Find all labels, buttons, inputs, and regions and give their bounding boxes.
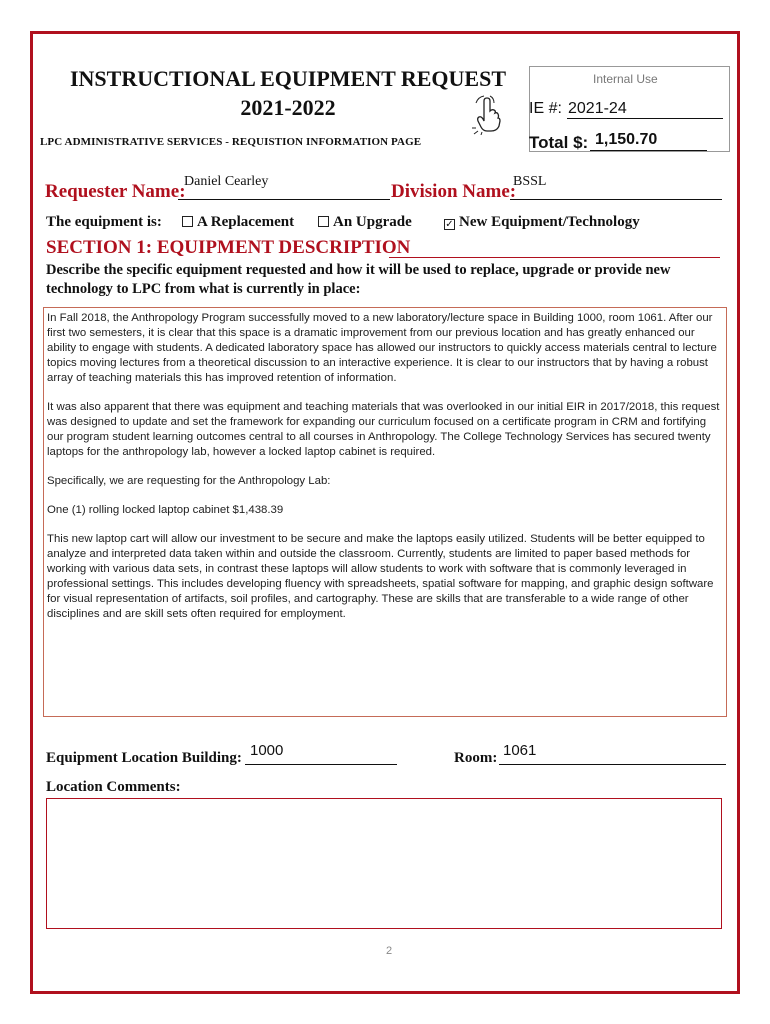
option-new-equipment[interactable]: [444, 214, 640, 231]
total-value[interactable]: 1,150.70: [595, 131, 658, 148]
requester-name-label: Requester Name:: [45, 181, 186, 202]
section1-prompt-line2: technology to LPC from what is currently in place:: [46, 281, 361, 297]
requester-name-value[interactable]: Daniel Cearley: [184, 174, 269, 189]
division-name-value[interactable]: BSSL: [513, 174, 547, 189]
building-label: Equipment Location Building:: [46, 750, 242, 766]
ie-number-value[interactable]: 2021-24: [568, 100, 627, 117]
form-title-line2: 2021-2022: [240, 95, 336, 120]
hand-tap-icon: [470, 95, 512, 135]
section1-prompt: [46, 261, 726, 299]
equipment-is-label: The equipment is:: [46, 214, 162, 230]
option-replacement-label: A Replacement: [197, 214, 295, 230]
ie-number-label: IE #:: [529, 100, 562, 117]
room-value[interactable]: 1061: [503, 742, 537, 759]
form-title-line1: INSTRUCTIONAL EQUIPMENT REQUEST: [69, 66, 507, 91]
page-number: 2: [386, 945, 393, 957]
new-equipment-checkbox[interactable]: [444, 219, 455, 230]
form-title: [50, 64, 526, 122]
form-subtitle: LPC ADMINISTRATIVE SERVICES - REQUISTION INFORMATION PAGE: [40, 136, 422, 148]
section1-title: SECTION 1: EQUIPMENT DESCRIPTION: [46, 237, 411, 258]
option-upgrade-label: An Upgrade: [333, 214, 412, 230]
description-paragraph: It was also apparent that there was equipment and teaching materials that was overlooked in our initial EIR in 2017/2018, this request was designed to update and set the framework for expanding our curriculum focused on a certificate program in CRM and fortifying our program student learning outcomes central to all courses in Anthropology. The College Technology Services has secured twenty laptops for the anthropology lab, however a locked laptop cabinet is required.: [47, 401, 720, 458]
building-value[interactable]: 1000: [250, 742, 284, 759]
division-name-line: [510, 199, 722, 200]
replacement-checkbox[interactable]: [182, 216, 193, 227]
upgrade-checkbox[interactable]: [318, 216, 329, 227]
total-line: [590, 150, 707, 151]
check-mark-icon: ✓: [445, 219, 454, 230]
requester-name-line: [178, 199, 390, 200]
division-name-label: Division Name:: [391, 181, 517, 202]
room-label: Room:: [454, 750, 498, 766]
option-replacement[interactable]: [182, 214, 294, 231]
location-comments-label: Location Comments:: [46, 779, 181, 795]
option-new-equipment-label: New Equipment/Technology: [459, 214, 640, 230]
ie-number-line: [567, 118, 723, 119]
description-paragraph: Specifically, we are requesting for the Anthropology Lab:: [47, 475, 331, 487]
section1-prompt-line1: Describe the specific equipment requested and how it will be used to replace, upgrade or provide new: [46, 262, 671, 278]
description-paragraph: One (1) rolling locked laptop cabinet $1,438.39: [47, 504, 284, 516]
location-comments-textbox[interactable]: [46, 798, 722, 929]
description-paragraph: In Fall 2018, the Anthropology Program successfully moved to a new laboratory/lecture space in Building 1000, room 1061. After our first two semesters, it is clear that this space is a dramatic improvement from our previous location and has greatly enhanced our ability to engage with students. A dedicated laboratory space has allowed our instructors to quickly access materials central to lecture topics moving lectures from a theoretical discussion to an interactive experience. It is clear to our instructors that by having a robust array of teaching materials this has improved retention of information.: [47, 312, 717, 384]
room-line: [499, 764, 726, 765]
internal-use-label: Internal Use: [593, 72, 658, 86]
total-label: Total $:: [529, 133, 589, 152]
building-line: [245, 764, 397, 765]
description-paragraph: This new laptop cart will allow our investment to be secure and make the laptops easily utilized. Students will be better equipped to analyze and interpreted data taken within and outside the classroom. Currently, students are limited to paper based methods for working with various data sets, in contrast these laptops will allow students to work with software that is commonly leveraged in professional settings. This includes developing fluency with spreadsheets, spatial software for mapping, and graphic design software for visual representation of artifacts, soil profiles, and cartography. These are skills that are transferable to a wide range of other disciplines and are skill sets often required for employment.: [47, 533, 714, 620]
section1-title-line: [389, 257, 720, 258]
option-upgrade[interactable]: [318, 214, 412, 231]
description-text: [47, 311, 723, 636]
